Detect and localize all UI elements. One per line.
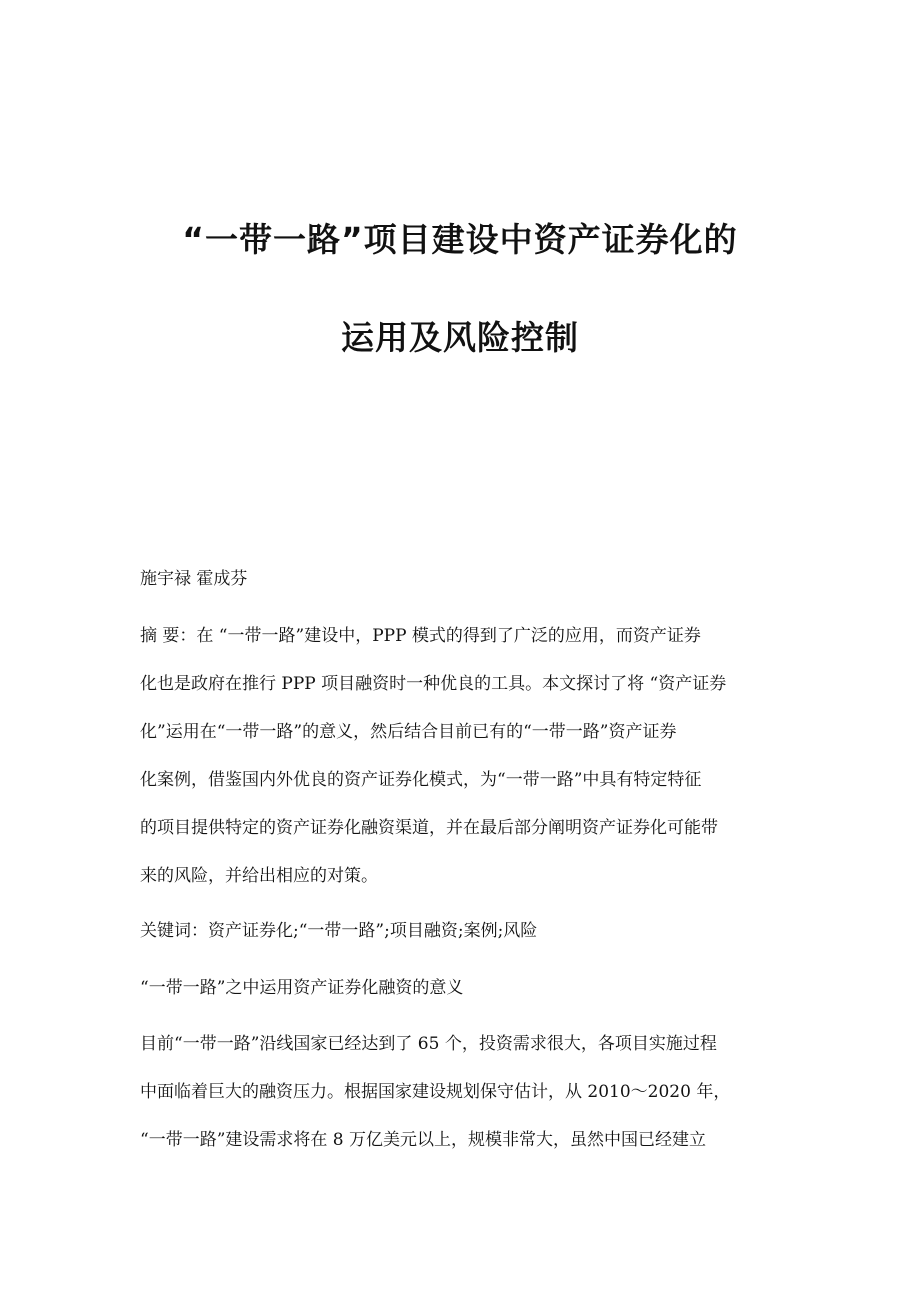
abstract-line-2: 化也是政府在推行 PPP 项目融资时一种优良的工具。本文探讨了将 “资产证券 [140,674,727,694]
abstract-line-3: 化”运用在“一带一路”的意义，然后结合目前已有的“一带一路”资产证券 [140,722,677,742]
document-title-line-2: 运用及风险控制 [341,318,579,357]
body-line-3: “一带一路”建设需求将在 8 万亿美元以上，规模非常大，虽然中国已经建立 [140,1130,707,1150]
body-line-1: 目前“一带一路”沿线国家已经达到了 65 个，投资需求很大，各项目实施过程 [140,1034,717,1054]
abstract-line-4: 化案例，借鉴国内外优良的资产证券化模式，为“一带一路”中具有特定特征 [140,770,702,790]
body-line-2: 中面临着巨大的融资压力。根据国家建设规划保守估计，从 2010～2020 年， [140,1082,731,1102]
abstract-line-5: 的项目提供特定的资产证券化融资渠道，并在最后部分阐明资产证券化可能带 [140,818,718,838]
abstract-line-6: 来的风险，并给出相应的对策。 [140,866,378,886]
authors: 施宇禄 霍成芬 [140,569,248,589]
document-title-line-1: “一带一路”项目建设中资产证券化的 [182,220,738,259]
keywords: 关键词：资产证券化;“一带一路”;项目融资;案例;风险 [140,921,538,941]
abstract-line-1 [140,623,790,649]
section-heading: “一带一路”之中运用资产证券化融资的意义 [140,978,464,998]
abstract-text-1: 在 “一带一路”建设中，PPP 模式的得到了广泛的应用，而资产证券 [196,626,701,646]
abstract-label: 摘 要： [140,626,197,646]
